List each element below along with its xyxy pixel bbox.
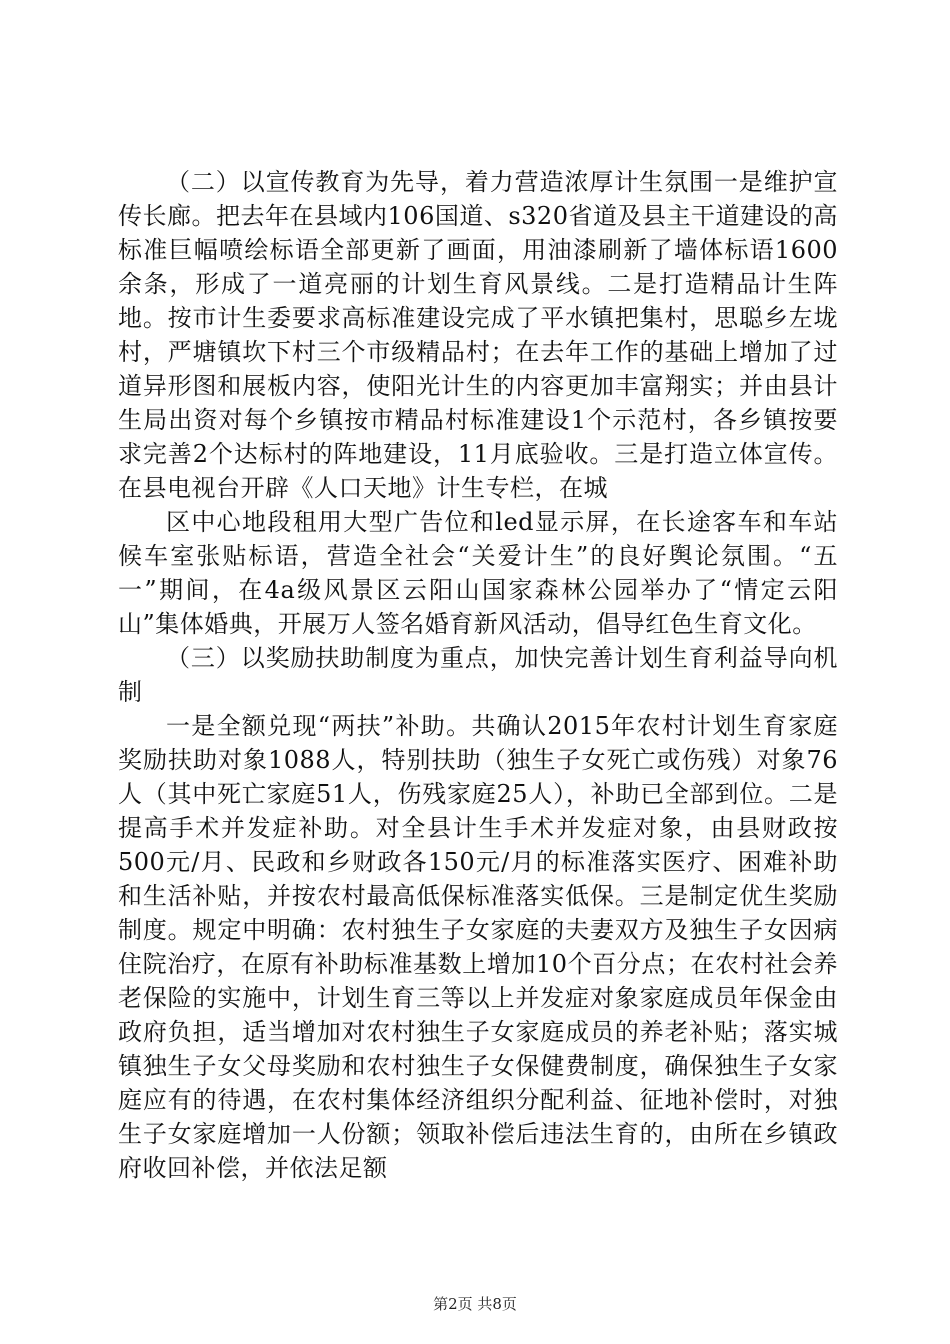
paragraph-publicity-continued: 区中心地段租用大型广告位和led显示屏，在长途客车和车站候车室张贴标语，营造全社会“关爱计生”的良好舆论氛围。“五一”期间，在4a级风景区云阳山国家森林公园举办了“情定云阳山”集体婚典，开展万人签名婚育新风活动，倡导红色生育文化。 bbox=[118, 508, 838, 638]
section-heading-incentives: （三）以奖励扶助制度为重点，加快完善计划生育利益导向机制 bbox=[118, 644, 838, 706]
paragraph-incentives: 一是全额兑现“两扶”补助。共确认2015年农村计划生育家庭奖励扶助对象1088人，特别扶助（独生子女死亡或伤残）对象76人（其中死亡家庭51人，伤残家庭25人），补助已全部到位。二是提高手术并发症补助。对全县计生手术并发症对象，由县财政按500元/月、民政和乡财政各150元/月的标准落实医疗、困难补助和生活补贴，并按农村最高低保标准落实低保。三是制定优生奖励制度。规定中明确：农村独生子女家庭的夫妻双方及独生子女因病住院治疗，在原有补助标准基数上增加10个百分点；在农村社会养老保险的实施中，计划生育三等以上并发症对象家庭成员年保金由政府负担，适当增加对农村独生子女家庭成员的养老补贴；落实城镇独生子女父母奖励和农村独生子女保健费制度，确保独生子女家庭应有的待遇，在农村集体经济组织分配利益、征地补偿时，对独生子女家庭增加一人份额；领取补偿后违法生育的，由所在乡镇政府收回补偿，并依法足额 bbox=[118, 712, 838, 1182]
document-body bbox=[118, 165, 838, 1185]
paragraph-publicity: （二）以宣传教育为先导，着力营造浓厚计生氛围一是维护宣传长廊。把去年在县域内106国道、s320省道及县主干道建设的高标准巨幅喷绘标语全部更新了画面，用油漆刷新了墙体标语1600余条，形成了一道亮丽的计划生育风景线。二是打造精品计生阵地。按市计生委要求高标准建设完成了平水镇把集村，思聪乡左垅村，严塘镇坎下村三个市级精品村；在去年工作的基础上增加了过道异形图和展板内容，使阳光计生的内容更加丰富翔实；并由县计生局出资对每个乡镇按市精品村标准建设1个示范村，各乡镇按要求完善2个达标村的阵地建设，11月底验收。三是打造立体宣传。在县电视台开辟《人口天地》计生专栏，在城 bbox=[118, 168, 838, 502]
page-number-footer: 第2页 共8页 bbox=[433, 1295, 517, 1313]
